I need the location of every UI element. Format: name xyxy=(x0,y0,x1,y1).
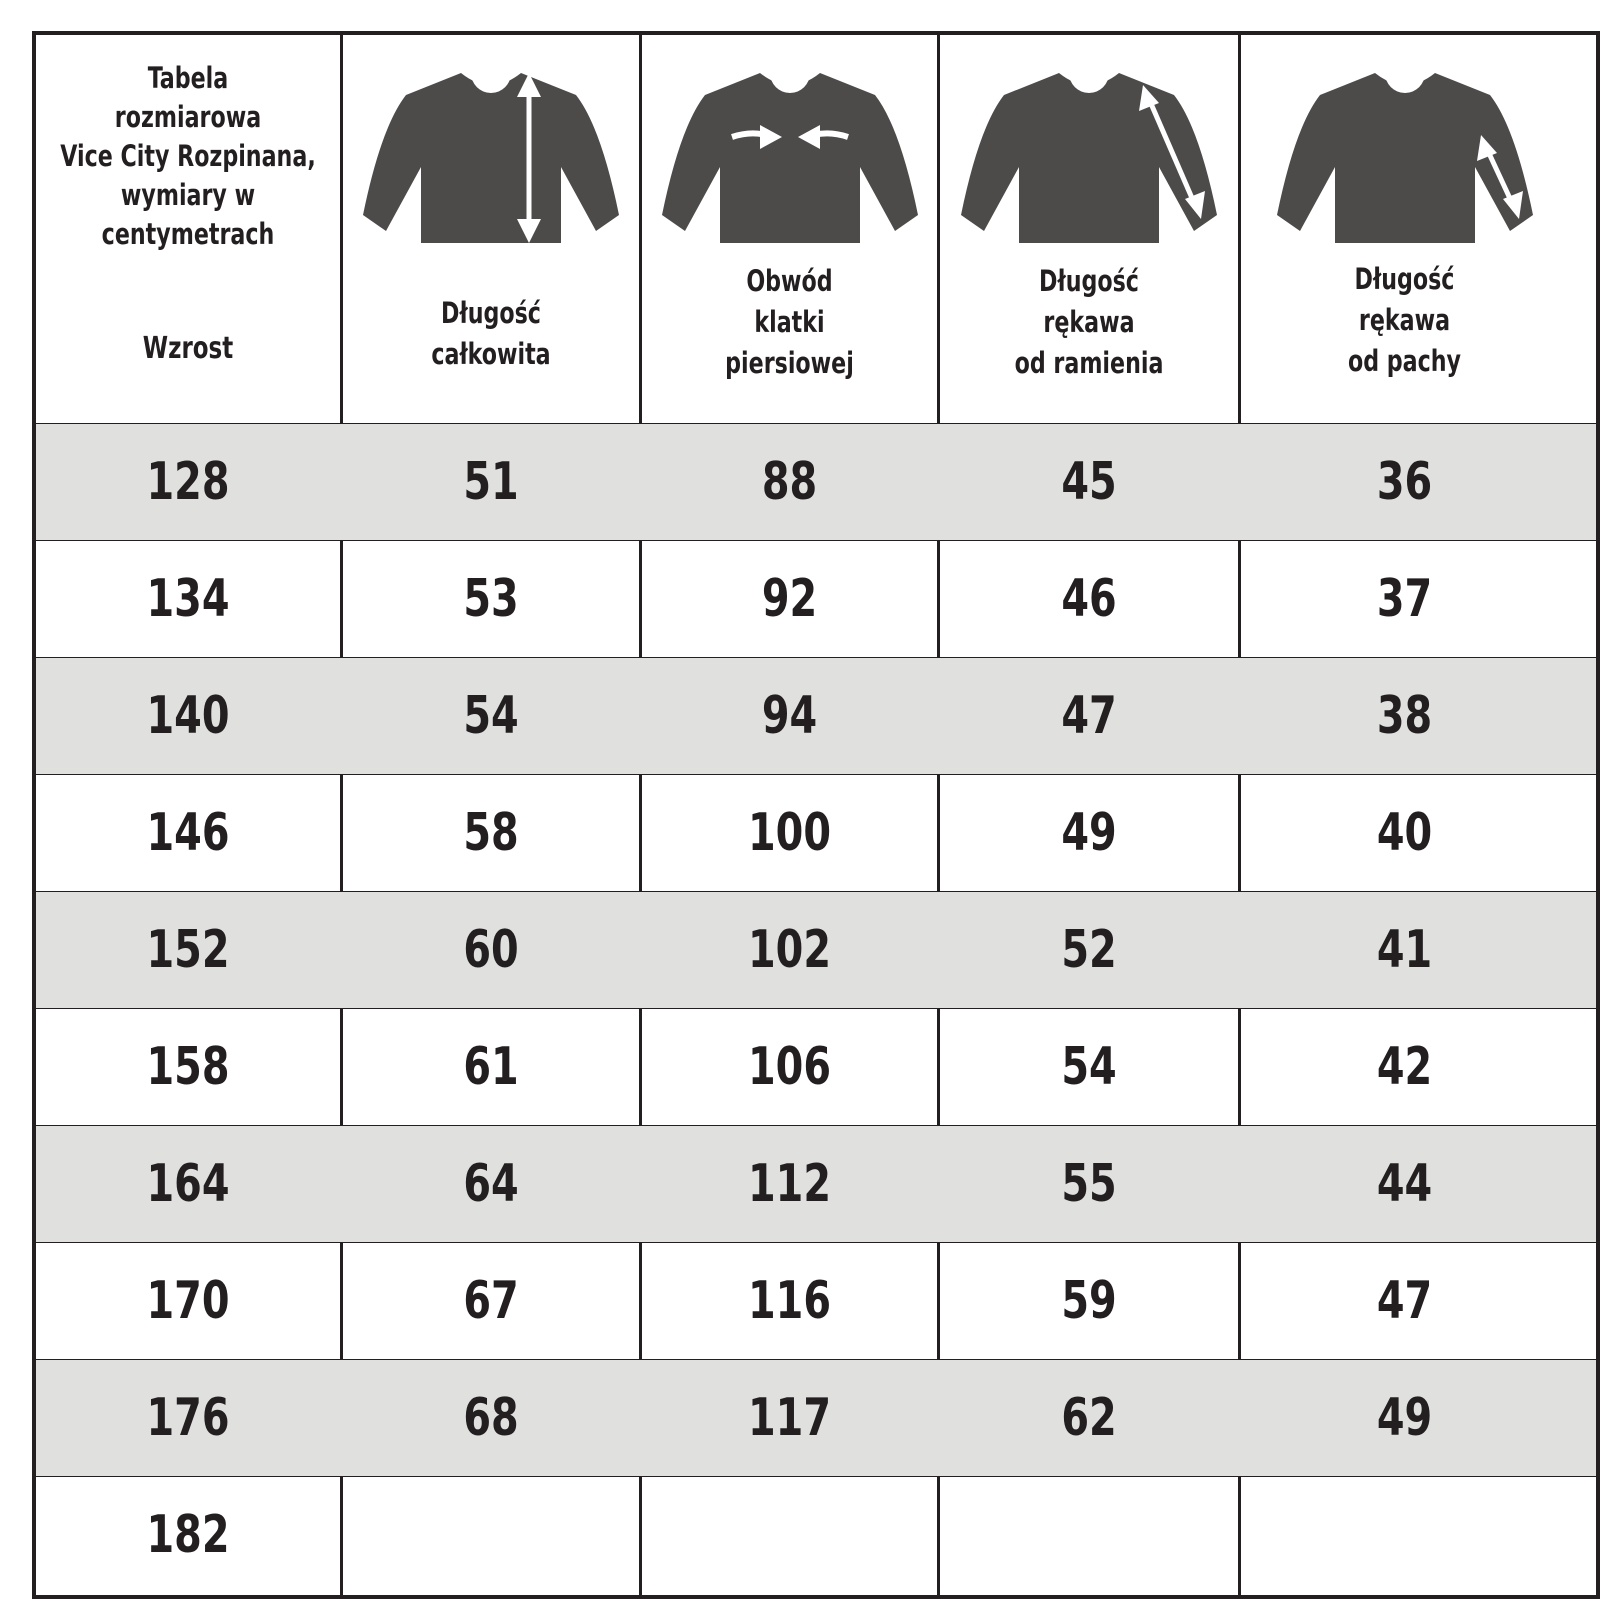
sleeve-shoulder-cell: 46 xyxy=(1061,569,1117,629)
sleeve-armpit-cell: 41 xyxy=(1376,920,1433,980)
column-header-label-line: Obwód xyxy=(746,264,833,298)
column-header-label-line: Długość xyxy=(1039,264,1139,298)
sleeve-armpit-cell: 38 xyxy=(1376,686,1433,746)
sleeve-armpit-cell: 36 xyxy=(1376,452,1433,512)
column-header-label xyxy=(664,261,915,384)
table-title-line: Vice City Rozpinana, xyxy=(60,139,316,173)
total-length-cell xyxy=(365,1477,617,1594)
chest-cell: 92 xyxy=(761,569,818,629)
height-cell: 182 xyxy=(146,1505,230,1565)
table-title-line: centymetrach xyxy=(101,217,275,251)
table-row xyxy=(36,657,1596,774)
height-cell: 158 xyxy=(146,1037,230,1097)
column-header-label-line: od pachy xyxy=(1347,344,1462,378)
column-header-label-line: rękawa xyxy=(1358,303,1451,337)
table-row xyxy=(36,774,1596,891)
chest-cell: 106 xyxy=(747,1037,832,1097)
table-title xyxy=(59,59,317,254)
chest-cell: 94 xyxy=(761,686,818,746)
sleeve-armpit-cell xyxy=(1266,1477,1544,1594)
sleeve-shoulder-cell: 49 xyxy=(1061,803,1117,863)
column-header-label xyxy=(1266,259,1544,382)
table-row xyxy=(36,423,1596,540)
total-length-cell: 67 xyxy=(463,1271,519,1331)
column-header-label-line: całkowita xyxy=(431,337,551,371)
sleeve-armpit-cell: 42 xyxy=(1376,1037,1433,1097)
column-header-label xyxy=(365,293,617,375)
height-cell: 164 xyxy=(146,1154,230,1214)
total-length-cell: 58 xyxy=(463,803,519,863)
row-header-height: Wzrost xyxy=(142,331,234,366)
sleeve-armpit-cell: 47 xyxy=(1376,1271,1433,1331)
total-length-cell: 60 xyxy=(463,920,519,980)
total-length-cell: 54 xyxy=(463,686,519,746)
height-cell: 134 xyxy=(146,569,230,629)
column-header-label-line: od ramienia xyxy=(1014,346,1164,380)
column-header-label-line: piersiowej xyxy=(725,346,854,380)
header-corner-cell xyxy=(36,35,340,423)
column-header-chest xyxy=(642,35,937,423)
sweatshirt-sleeve-from-armpit-icon xyxy=(1275,67,1535,247)
height-cell: 170 xyxy=(146,1271,230,1331)
column-header-label-line: klatki xyxy=(754,305,825,339)
sleeve-shoulder-cell: 59 xyxy=(1061,1271,1117,1331)
table-row xyxy=(36,540,1596,657)
height-cell: 140 xyxy=(146,686,230,746)
height-cell: 128 xyxy=(146,452,230,512)
height-cell: 176 xyxy=(146,1388,230,1448)
chest-cell: 102 xyxy=(747,920,832,980)
chest-cell: 117 xyxy=(747,1388,832,1448)
size-chart-table xyxy=(32,31,1600,1599)
table-row xyxy=(36,1476,1596,1593)
column-header-label xyxy=(962,261,1215,384)
table-row xyxy=(36,1242,1596,1359)
chest-cell: 100 xyxy=(747,803,832,863)
sleeve-shoulder-cell: 47 xyxy=(1061,686,1117,746)
height-cell: 152 xyxy=(146,920,230,980)
sleeve-shoulder-cell: 62 xyxy=(1061,1388,1117,1448)
total-length-cell: 51 xyxy=(463,452,519,512)
sleeve-armpit-cell: 37 xyxy=(1376,569,1433,629)
column-header-label-line: Długość xyxy=(1354,262,1455,296)
height-cell: 146 xyxy=(146,803,230,863)
column-header-sleeve-armpit xyxy=(1241,35,1568,423)
column-header-label-line: Długość xyxy=(441,296,541,330)
table-title-line: Tabela xyxy=(147,61,229,95)
sleeve-shoulder-cell: 55 xyxy=(1061,1154,1117,1214)
total-length-cell: 53 xyxy=(463,569,519,629)
sleeve-shoulder-cell: 52 xyxy=(1061,920,1117,980)
sweatshirt-chest-circumference-icon xyxy=(660,67,920,247)
sleeve-shoulder-cell xyxy=(962,1477,1215,1594)
table-title-line: wymiary w xyxy=(120,178,256,212)
sleeve-shoulder-cell: 54 xyxy=(1061,1037,1117,1097)
sweatshirt-total-length-icon xyxy=(361,67,621,247)
table-row xyxy=(36,1008,1596,1125)
table-title-line: rozmiarowa xyxy=(114,100,262,134)
total-length-cell: 64 xyxy=(463,1154,519,1214)
column-header-label-line: rękawa xyxy=(1043,305,1135,339)
column-header-sleeve-shoulder xyxy=(940,35,1238,423)
table-row xyxy=(36,1125,1596,1242)
total-length-cell: 68 xyxy=(463,1388,519,1448)
chest-cell: 112 xyxy=(747,1154,832,1214)
chest-cell: 88 xyxy=(761,452,818,512)
sleeve-armpit-cell: 44 xyxy=(1376,1154,1433,1214)
total-length-cell: 61 xyxy=(463,1037,519,1097)
sweatshirt-sleeve-from-shoulder-icon xyxy=(959,67,1219,247)
sleeve-armpit-cell: 49 xyxy=(1376,1388,1433,1448)
sleeve-armpit-cell: 40 xyxy=(1376,803,1433,863)
table-row xyxy=(36,891,1596,1008)
chest-cell: 116 xyxy=(747,1271,832,1331)
chest-cell xyxy=(664,1477,915,1594)
table-row xyxy=(36,1359,1596,1476)
column-header-total-length xyxy=(343,35,639,423)
sleeve-shoulder-cell: 45 xyxy=(1061,452,1117,512)
